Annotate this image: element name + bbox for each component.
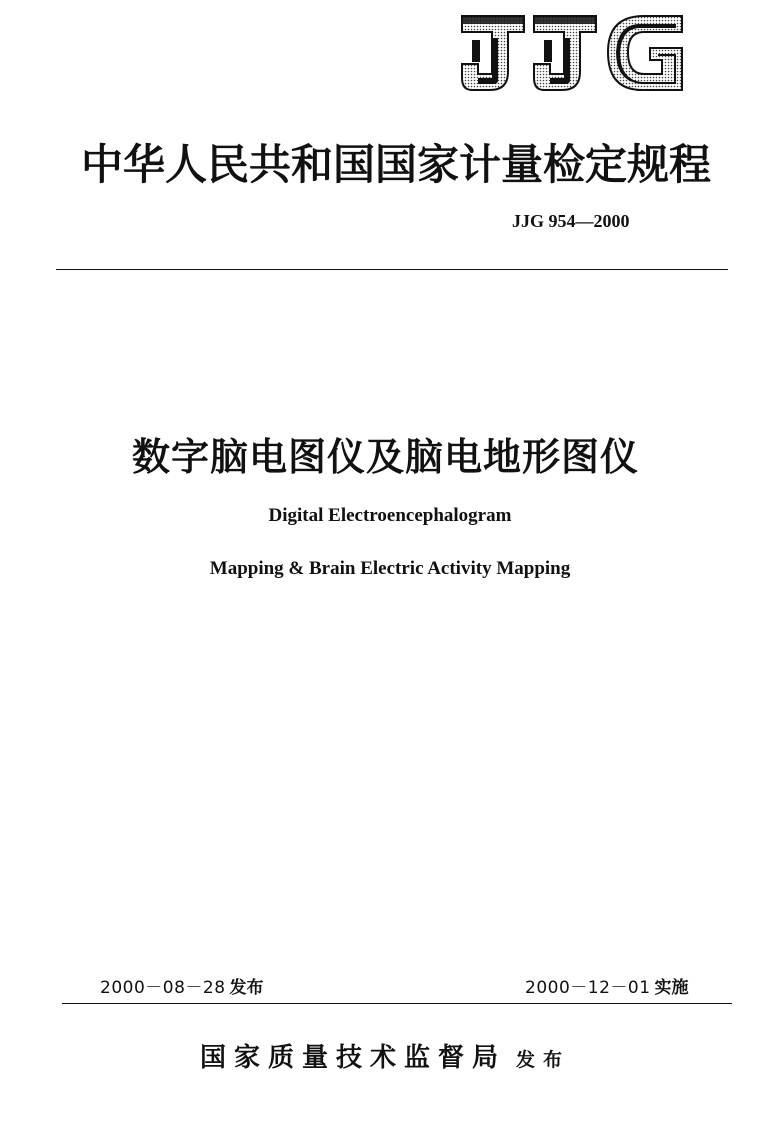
issuer-name: 国家质量技术监督局 xyxy=(200,1043,507,1073)
implementation-date xyxy=(525,973,689,998)
jjg-logo-icon xyxy=(458,10,686,94)
standard-code: JJG 954—2000 xyxy=(512,211,630,231)
logo-letter-g xyxy=(608,16,682,90)
footer-divider xyxy=(62,1003,732,1004)
document-title-english-line1: Digital Electroencephalogram xyxy=(268,505,512,526)
issue-date-label: 发布 xyxy=(229,978,264,998)
logo-letter-j2 xyxy=(534,16,596,90)
document-title-english-line2: Mapping & Brain Electric Activity Mapping xyxy=(209,558,571,579)
logo-letter-j1 xyxy=(462,16,524,90)
document-title-chinese: 数字脑电图仪及脑电地形图仪 xyxy=(131,435,639,479)
issue-date xyxy=(100,973,264,998)
issuer-action: 发布 xyxy=(516,1049,571,1071)
header-divider xyxy=(56,269,728,270)
issue-date-value: 2000－08－28 xyxy=(100,978,226,998)
implementation-date-label: 实施 xyxy=(654,978,689,998)
issuer xyxy=(200,1037,570,1074)
implementation-date-value: 2000－12－01 xyxy=(525,978,651,998)
regulation-series-title: 中华人民共和国国家计量检定规程 xyxy=(80,140,711,189)
